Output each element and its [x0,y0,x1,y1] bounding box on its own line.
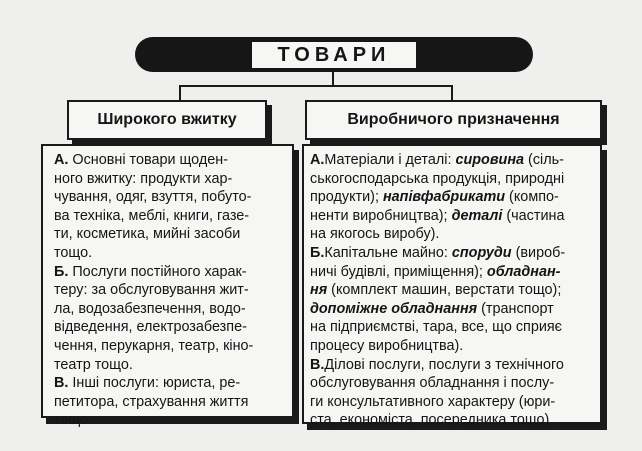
title-text: ТОВАРИ [250,40,419,70]
text-line [54,244,287,263]
text-line [310,281,595,300]
emphasis-text: Б. [54,263,69,280]
text-line [310,225,595,244]
text-line [54,151,287,170]
text-segment: ного вжитку: продукти хар- [54,170,233,187]
text-line [310,151,595,170]
emphasis-text: Б. [310,244,325,261]
text-segment: театр тощо. [54,356,133,373]
text-segment: тощо. [54,244,93,261]
text-line [54,411,287,430]
text-segment: (компо- [505,189,559,206]
text-segment: ничі будівлі, приміщення); [310,263,487,280]
text-line [310,374,595,393]
text-segment: на якогось виробу). [310,226,440,243]
text-segment: Матеріали і деталі: [324,152,456,168]
header-industrial-goods: Виробничого призначення [305,100,602,140]
text-segment: чування, одяг, взуття, побуто- [54,189,252,206]
text-segment: ти, косметика, мийні засоби [54,226,241,243]
text-line [310,411,595,430]
text-segment: Інші послуги: юриста, ре- [68,375,241,392]
connector-left [180,72,333,100]
text-segment: теру: за обслуговування жит- [54,282,249,299]
emphasis-text: споруди [451,244,512,261]
text-line [54,318,287,337]
text-segment: Капітальне майно: [324,244,452,261]
text-line [54,356,287,375]
text-segment: процесу виробництва). [310,337,464,354]
industrial-goods-description [302,144,602,429]
emphasis-text: А. [310,152,325,168]
text-segment: чення, перукарня, театр, кіно- [54,337,254,354]
text-line [54,188,287,207]
text-line [310,337,595,356]
text-segment: (комплект машин, верстати тощо); [327,282,562,299]
emphasis-text: деталі [451,207,503,224]
text-line [310,188,595,207]
text-segment: ги консультативного характеру (юри- [310,393,556,410]
text-segment: тощо [54,412,89,429]
header-consumer-goods: Широкого вжитку [67,100,267,140]
text-line [54,207,287,226]
emphasis-text: В. [310,356,325,373]
text-line [54,170,287,189]
emphasis-text: допоміжне обладнання [310,300,478,317]
emphasis-text: ня [310,282,328,299]
text-line [54,281,287,300]
text-segment: обслуговування обладнання і послу- [310,375,555,392]
text-segment: ста, економіста, посередника тощо) [310,412,550,429]
text-line [310,318,595,337]
text-line [310,263,595,282]
title-banner [135,37,533,72]
text-segment: відведення, електрозабезпе- [54,319,247,336]
text-line [310,393,595,412]
text-segment: (транспорт [477,300,554,317]
text-segment: ла, водозабезпечення, водо- [54,300,246,317]
text-segment: ва техніка, меблі, книги, газе- [54,207,250,224]
text-line [310,300,595,319]
text-segment: на підприємстві, тара, все, що сприяє [310,319,562,336]
consumer-goods-description [41,144,294,429]
connector-right [333,86,452,100]
text-line [310,170,595,189]
text-segment: Ділові послуги, послуги з технічного [324,356,564,373]
text-segment: (частина [502,207,565,224]
text-line [54,374,287,393]
text-segment: петитора, страхування життя [54,393,249,410]
text-segment: Основні товари щоден- [68,152,228,168]
text-segment: Послуги постійного харак- [68,263,247,280]
text-segment: ненти виробництва); [310,207,452,224]
emphasis-text: А. [54,152,69,168]
text-line [54,263,287,282]
text-line [310,207,595,226]
text-line [54,225,287,244]
emphasis-text: В. [54,375,69,392]
text-line [310,244,595,263]
text-segment: (вироб- [511,244,566,261]
text-line [54,300,287,319]
text-segment: (сіль- [524,152,564,168]
text-segment: продукти); [310,189,383,206]
text-line [54,393,287,412]
emphasis-text: обладнан- [486,263,561,280]
text-segment: ськогосподарська продукція, природні [310,170,565,187]
emphasis-text: сировина [455,152,525,168]
text-line [54,337,287,356]
text-line [310,356,595,375]
emphasis-text: напівфабрикати [382,189,506,206]
